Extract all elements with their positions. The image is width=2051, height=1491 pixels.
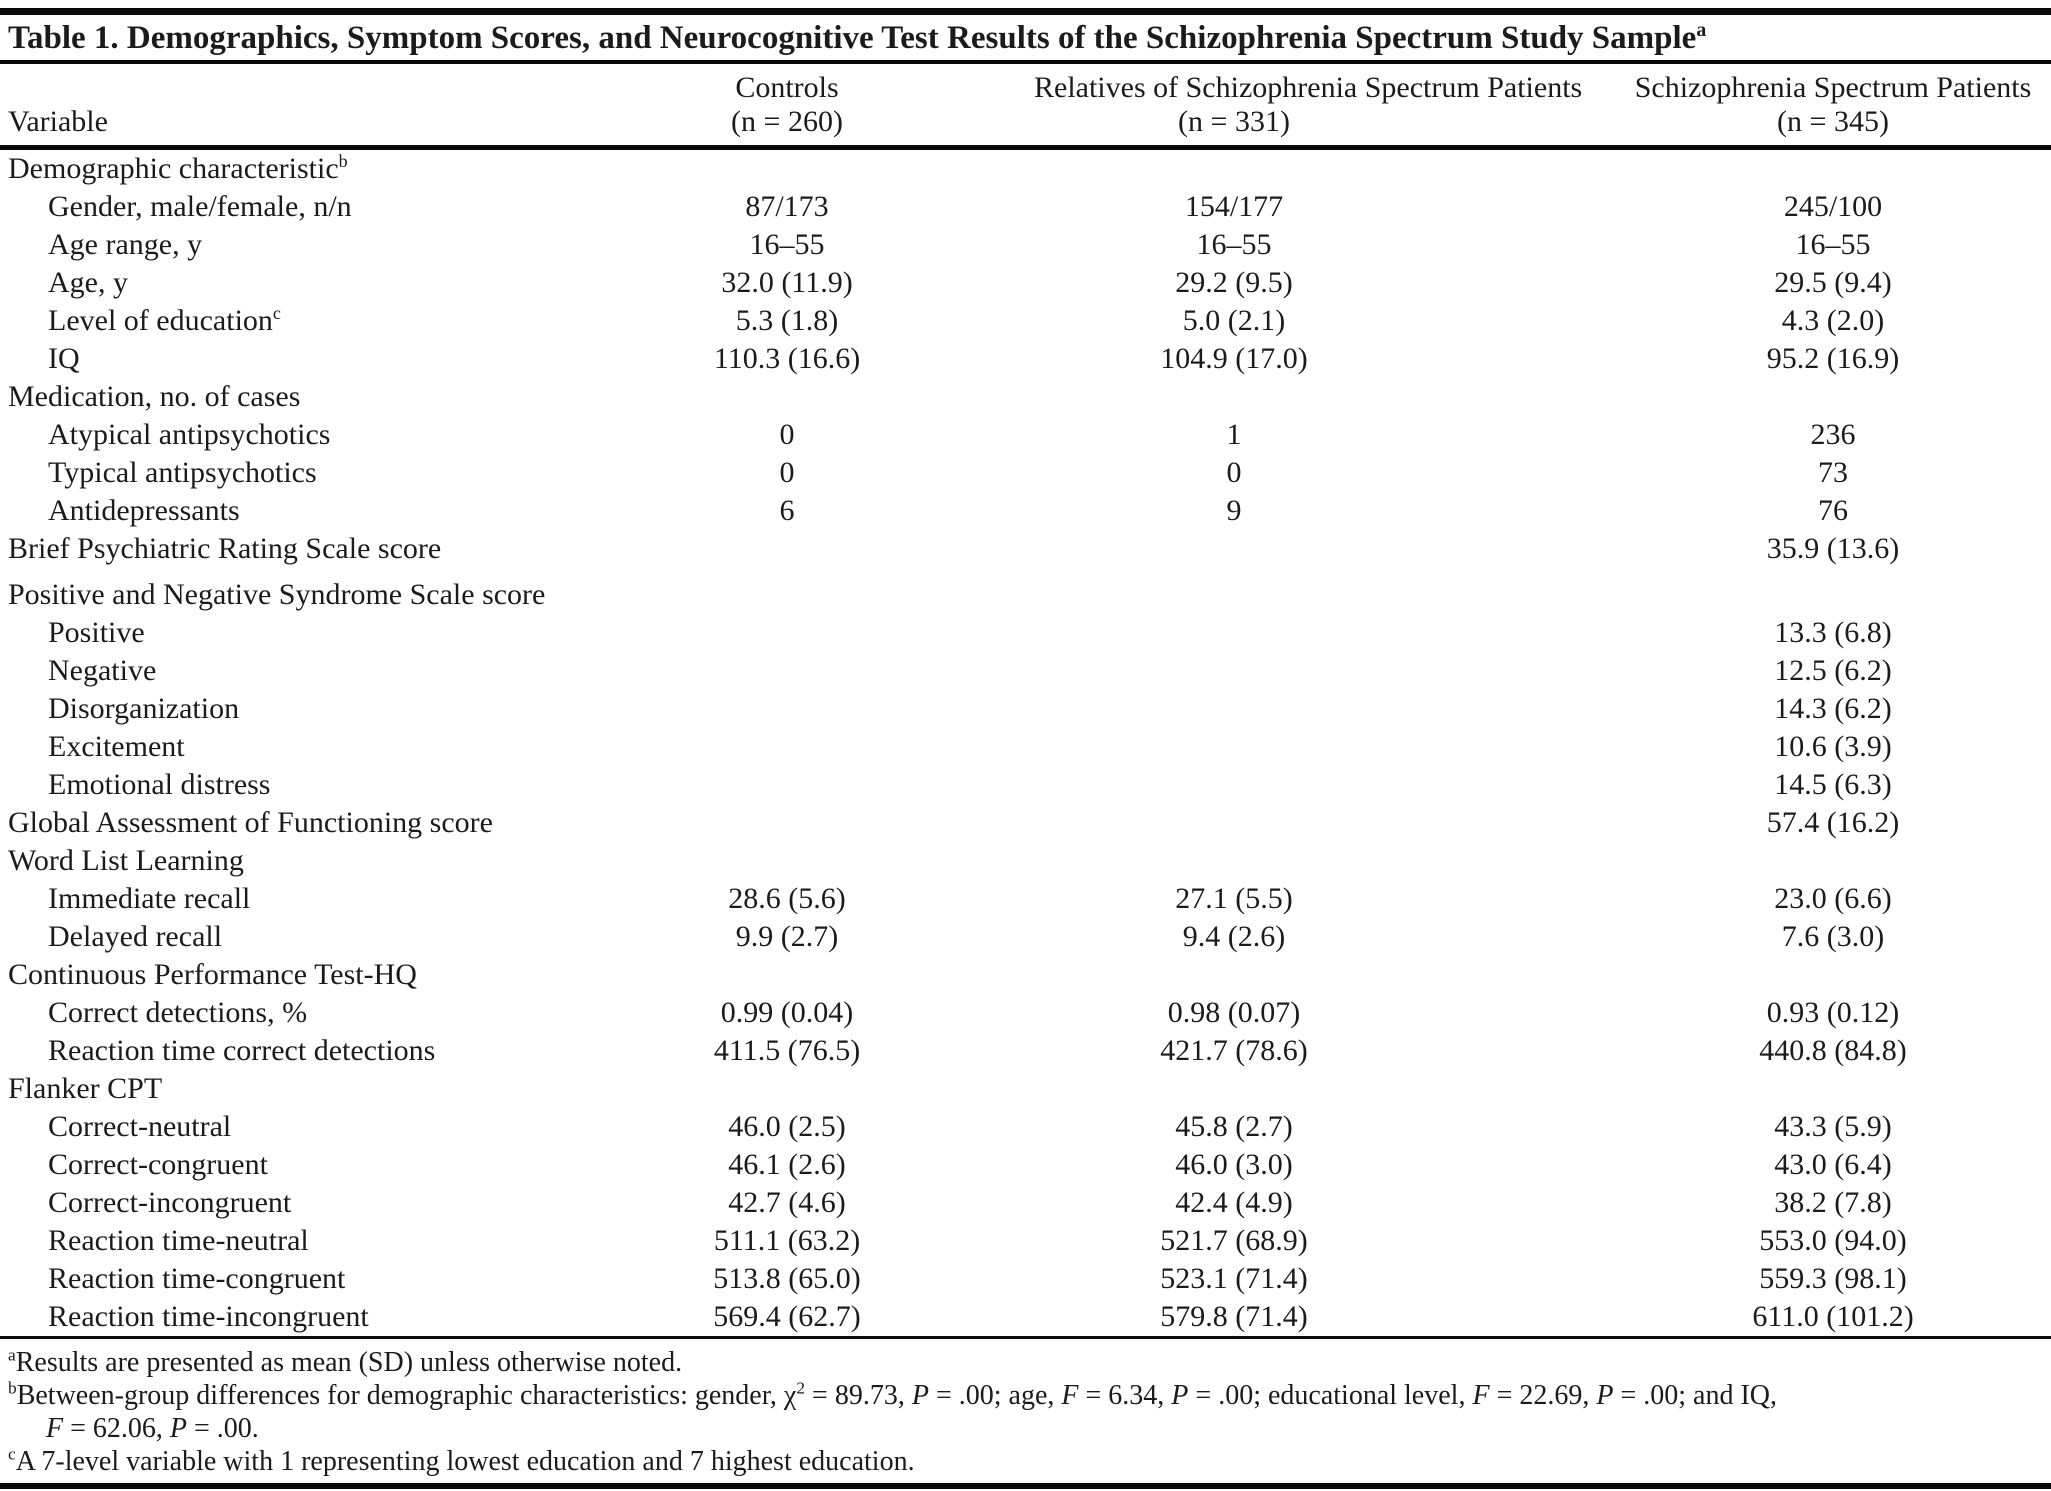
footnote-text: = .00; age, (928, 1380, 1062, 1411)
column-header-relatives-n: (n = 331) (1178, 105, 1290, 138)
footnote-marker: b (8, 1378, 17, 1398)
cell-controls: 16–55 (749, 228, 825, 261)
row-label-text: Level of education (48, 304, 273, 337)
cell-relatives: 0.98 (0.07) (1167, 996, 1301, 1029)
cell-patients: 38.2 (7.8) (1774, 1186, 1892, 1219)
row-label (0, 190, 540, 224)
row-label-text: Continuous Performance Test-HQ (8, 958, 417, 991)
row-label (0, 1262, 540, 1296)
table-footnotes (0, 1339, 2051, 1483)
footnote-text: = 6.34, (1078, 1380, 1172, 1411)
table-row (0, 880, 2051, 918)
cell-controls: 46.0 (2.5) (728, 1110, 846, 1143)
cell-relatives: 42.4 (4.9) (1175, 1186, 1293, 1219)
cell-controls: 6 (779, 494, 795, 527)
row-label (0, 456, 540, 490)
table-row (0, 1184, 2051, 1222)
row-label-text: Positive and Negative Syndrome Scale score (8, 578, 546, 611)
column-header-relatives (1034, 71, 1583, 139)
table-row (0, 1146, 2051, 1184)
row-label-footnote-marker: c (272, 303, 281, 323)
row-label-text: Gender, male/female, n/n (48, 190, 352, 223)
cell-patients: 0.93 (0.12) (1766, 996, 1900, 1029)
row-label (0, 730, 540, 764)
row-label-text: Reaction time-congruent (48, 1262, 346, 1295)
row-label-text: Emotional distress (48, 768, 271, 801)
column-header-patients-n: (n = 345) (1777, 105, 1889, 138)
row-label-text: Correct-incongruent (48, 1186, 292, 1219)
cell-relatives: 46.0 (3.0) (1175, 1148, 1293, 1181)
row-label-text: Negative (48, 654, 157, 687)
cell-patients: 236 (1810, 418, 1856, 451)
footnote-marker: c (8, 1444, 16, 1464)
table-row (0, 302, 2051, 340)
cell-patients: 440.8 (84.8) (1759, 1034, 1907, 1067)
table-row (0, 1032, 2051, 1070)
row-label (0, 1148, 540, 1182)
footnote (8, 1379, 2043, 1445)
row-label (0, 1072, 540, 1106)
table-row (0, 956, 2051, 994)
cell-controls: 5.3 (1.8) (735, 304, 839, 337)
row-label-text: Demographic characteristic (8, 152, 339, 185)
footnote-text: P (1596, 1380, 1614, 1411)
footnote-text: = .00. (187, 1413, 259, 1444)
cell-patients: 23.0 (6.6) (1774, 882, 1892, 915)
cell-controls: 0 (779, 456, 795, 489)
row-label-text: Delayed recall (48, 920, 223, 953)
row-label (0, 1110, 540, 1144)
column-header-row (0, 64, 2051, 150)
table-row (0, 652, 2051, 690)
footnote-text: F (46, 1413, 64, 1444)
row-label-text: Age range, y (48, 228, 203, 261)
cell-patients: 76 (1818, 494, 1848, 527)
cell-controls: 0.99 (0.04) (720, 996, 854, 1029)
row-label (0, 380, 540, 414)
row-label-text: Medication, no. of cases (8, 380, 301, 413)
cell-controls: 0 (779, 418, 795, 451)
table-row (0, 416, 2051, 454)
cell-relatives: 579.8 (71.4) (1160, 1300, 1308, 1333)
table-row (0, 378, 2051, 416)
table-row (0, 340, 2051, 378)
footnote-text: 2 (796, 1378, 806, 1398)
cell-patients: 611.0 (101.2) (1752, 1300, 1914, 1333)
footnote-marker: a (8, 1345, 16, 1365)
column-header-patients (1434, 71, 2051, 139)
table-row (0, 1260, 2051, 1298)
cell-relatives: 16–55 (1196, 228, 1272, 261)
cell-patients: 43.0 (6.4) (1774, 1148, 1892, 1181)
row-label (0, 958, 540, 992)
table-row (0, 454, 2051, 492)
row-label (0, 920, 540, 954)
row-label (0, 768, 540, 802)
table-row (0, 530, 2051, 568)
table-row (0, 804, 2051, 842)
cell-controls: 42.7 (4.6) (728, 1186, 846, 1219)
row-label (0, 418, 540, 452)
footnote-text: F (1472, 1380, 1490, 1411)
cell-patients: 559.3 (98.1) (1759, 1262, 1907, 1295)
row-label (0, 342, 540, 376)
table-title-footnote-marker: a (1696, 19, 1707, 41)
cell-patients: 7.6 (3.0) (1781, 920, 1885, 953)
row-label (0, 1186, 540, 1220)
row-label (0, 266, 540, 300)
row-label (0, 692, 540, 726)
footnote-text: Between-group differences for demographic characteristics: gender, χ (16, 1380, 797, 1411)
cell-patients: 14.3 (6.2) (1774, 692, 1892, 725)
table-row (0, 1298, 2051, 1336)
cell-patients: 29.5 (9.4) (1774, 266, 1892, 299)
row-label-text: Reaction time correct detections (48, 1034, 436, 1067)
cell-relatives: 523.1 (71.4) (1160, 1262, 1308, 1295)
footnote-text: A 7-level variable with 1 representing lowest education and 7 highest education. (15, 1446, 915, 1477)
cell-patients: 16–55 (1795, 228, 1871, 261)
row-label-text: Correct detections, % (48, 996, 308, 1029)
column-header-relatives-name: Relatives of Schizophrenia Spectrum Patients (1034, 71, 1583, 104)
table-row (0, 576, 2051, 614)
footnote-text: Results are presented as mean (SD) unless otherwise noted. (15, 1347, 683, 1378)
cell-controls: 9.9 (2.7) (735, 920, 839, 953)
row-label (0, 532, 540, 566)
row-label (0, 996, 540, 1030)
table-row (0, 226, 2051, 264)
footnote (8, 1346, 2043, 1379)
row-label-text: Reaction time-neutral (48, 1224, 309, 1257)
cell-relatives: 9.4 (2.6) (1182, 920, 1286, 953)
cell-patients: 35.9 (13.6) (1766, 532, 1900, 565)
row-label (0, 1034, 540, 1068)
table-row (0, 1222, 2051, 1260)
cell-controls: 32.0 (11.9) (721, 266, 853, 299)
cell-relatives: 521.7 (68.9) (1160, 1224, 1308, 1257)
row-label-text: Global Assessment of Functioning score (8, 806, 493, 839)
table-row (0, 264, 2051, 302)
cell-relatives: 1 (1226, 418, 1242, 451)
bottom-rule (0, 1483, 2051, 1489)
cell-patients: 73 (1818, 456, 1848, 489)
cell-patients: 43.3 (5.9) (1774, 1110, 1892, 1143)
row-label (0, 578, 546, 612)
row-label-text: Reaction time-incongruent (48, 1300, 369, 1333)
row-label-text: Correct-neutral (48, 1110, 232, 1143)
table-body (0, 150, 2051, 1339)
row-label-text: Flanker CPT (8, 1072, 163, 1105)
footnote-text: = 62.06, (63, 1413, 170, 1444)
row-label-text: Word List Learning (8, 844, 244, 877)
row-label (0, 806, 540, 840)
cell-controls: 513.8 (65.0) (713, 1262, 861, 1295)
row-label-text: Immediate recall (48, 882, 251, 915)
row-label (0, 1300, 540, 1334)
column-header-controls-n: (n = 260) (731, 105, 843, 138)
cell-patients: 14.5 (6.3) (1774, 768, 1892, 801)
table-title (0, 15, 2051, 64)
footnote-text: P (169, 1413, 188, 1444)
row-label (0, 654, 540, 688)
cell-controls: 46.1 (2.6) (728, 1148, 846, 1181)
row-label (0, 228, 540, 262)
cell-patients: 13.3 (6.8) (1774, 616, 1892, 649)
table-row (0, 492, 2051, 530)
table-row (0, 690, 2051, 728)
table-row (0, 842, 2051, 880)
table-row (0, 150, 2051, 188)
top-rule (0, 8, 2051, 15)
row-label (0, 844, 540, 878)
row-label-text: Brief Psychiatric Rating Scale score (8, 532, 442, 565)
row-label-text: Correct-congruent (48, 1148, 268, 1181)
column-header-controls (540, 71, 1034, 139)
cell-relatives: 154/177 (1184, 190, 1284, 223)
footnote (8, 1445, 2043, 1478)
table-row (0, 1108, 2051, 1146)
table-row (0, 728, 2051, 766)
footnote-text: F (1061, 1380, 1079, 1411)
column-header-variable: Variable (8, 105, 108, 138)
cell-controls: 511.1 (63.2) (713, 1224, 861, 1257)
row-label (0, 494, 540, 528)
row-label-text: Positive (48, 616, 145, 649)
cell-controls: 569.4 (62.7) (713, 1300, 861, 1333)
cell-relatives: 45.8 (2.7) (1175, 1110, 1293, 1143)
table-title-text: Table 1. Demographics, Symptom Scores, and Neurocognitive Test Results of the Schizophrenia Spectrum Study Sample (8, 20, 1697, 56)
table-row (0, 1070, 2051, 1108)
row-label (0, 616, 540, 650)
footnote-text: = 89.73, (805, 1380, 912, 1411)
row-label (0, 882, 540, 916)
cell-patients: 12.5 (6.2) (1774, 654, 1892, 687)
cell-patients: 10.6 (3.9) (1774, 730, 1892, 763)
cell-relatives: 5.0 (2.1) (1182, 304, 1286, 337)
cell-relatives: 0 (1226, 456, 1242, 489)
footnote-text: = 22.69, (1489, 1380, 1597, 1411)
row-label-text: Disorganization (48, 692, 240, 725)
cell-patients: 57.4 (16.2) (1766, 806, 1900, 839)
cell-relatives: 9 (1226, 494, 1242, 527)
footnote-text: P (1171, 1380, 1189, 1411)
cell-relatives: 104.9 (17.0) (1160, 342, 1308, 375)
row-label-text: Excitement (48, 730, 185, 763)
footnote-text: = .00; educational level, (1188, 1380, 1473, 1411)
table-row (0, 188, 2051, 226)
column-header-controls-name: Controls (735, 71, 839, 104)
footnote-text: = .00; and IQ, (1613, 1380, 1778, 1411)
table-row (0, 766, 2051, 804)
cell-controls: 411.5 (76.5) (713, 1034, 861, 1067)
table-row (0, 614, 2051, 652)
row-label (0, 304, 540, 338)
cell-patients: 4.3 (2.0) (1781, 304, 1885, 337)
row-label-text: Age, y (48, 266, 128, 299)
row-label (0, 152, 540, 186)
table-row (0, 918, 2051, 956)
row-label-text: Typical antipsychotics (48, 456, 317, 489)
footnote-text: P (911, 1380, 929, 1411)
row-label-text: IQ (48, 342, 80, 375)
cell-patients: 95.2 (16.9) (1766, 342, 1900, 375)
row-label-footnote-marker: b (338, 151, 348, 171)
row-label-text: Antidepressants (48, 494, 240, 527)
cell-patients: 245/100 (1783, 190, 1883, 223)
column-header-patients-name: Schizophrenia Spectrum Patients (1634, 71, 2032, 104)
row-label-text: Atypical antipsychotics (48, 418, 331, 451)
row-label (0, 1224, 540, 1258)
cell-controls: 28.6 (5.6) (728, 882, 846, 915)
cell-patients: 553.0 (94.0) (1759, 1224, 1907, 1257)
cell-relatives: 421.7 (78.6) (1160, 1034, 1308, 1067)
cell-relatives: 29.2 (9.5) (1175, 266, 1293, 299)
cell-controls: 87/173 (745, 190, 829, 223)
cell-controls: 110.3 (16.6) (713, 342, 861, 375)
cell-relatives: 27.1 (5.5) (1175, 882, 1293, 915)
table-row (0, 994, 2051, 1032)
